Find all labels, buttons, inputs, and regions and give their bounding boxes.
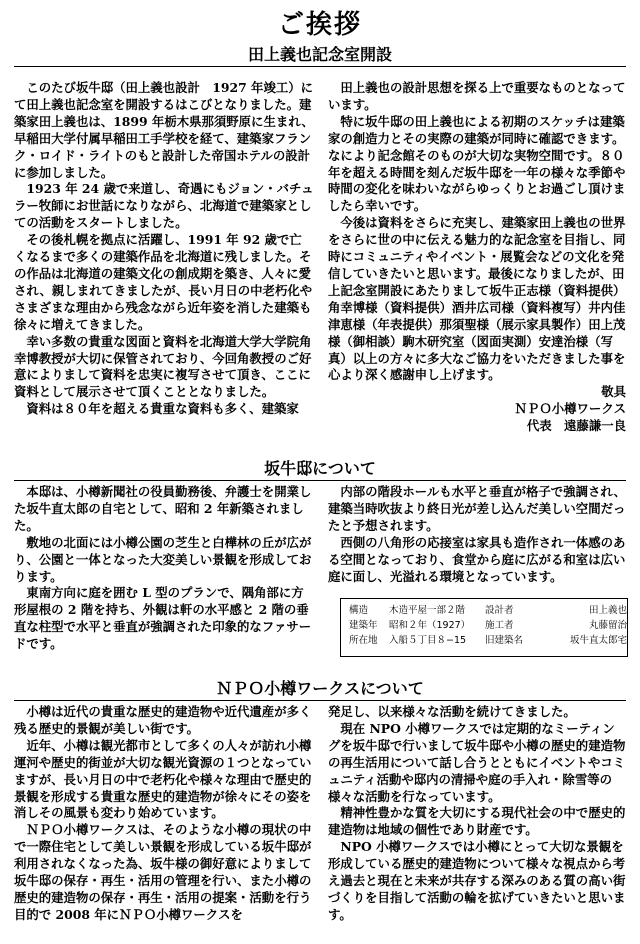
- npo-left-column: [14, 704, 314, 940]
- paragraph: 現在 NPO 小樽ワークスでは定期的なミーティングを坂牛邸で行いまして坂牛邸や小樽の歴史的建造物の再生活用について話し合うとともにイベントやコミュニティ活動や邸内の清掃や庭の手入れ・除雪等の様々な活動を行なっています。: [328, 720, 626, 804]
- section-heading-house: 坂牛邸について: [264, 459, 376, 478]
- organization-name: ＮＰＯ小樽ワークス: [514, 401, 626, 417]
- memorial-right-column: [328, 80, 626, 450]
- paragraph: 田上義也の設計思想を探る上で重要なものとなっています。: [328, 80, 626, 112]
- building-info-table: [340, 598, 628, 657]
- page-title: ご挨拶: [277, 10, 362, 40]
- paragraph: 小樽は近代の貴重な歴史的建造物や近代遺産が多く残る歴史的景観が美しい街です。: [14, 704, 312, 736]
- paragraph: 本邸は、小樽新聞社の役員勤務後、弁護士を開業した坂牛直太郎の自宅として、昭和 2 年新築されました。: [14, 484, 312, 533]
- paragraph: 敷地の北面には小樽公園の芝生と白樺林の丘が広がり、公園と一体となった大変美しい景観を形成しております。: [14, 534, 312, 584]
- closing: 敬具: [601, 384, 626, 400]
- info-row: 所在地 入船５丁目８−15 旧建築名 坂牛直太郎宅: [349, 635, 627, 646]
- section-heading-memorial: 田上義也記念室開設: [247, 45, 392, 64]
- paragraph: 近年、小樽は観光都市として多くの人々が訪れ小樽運河や歴史的街並が大切な観光資源の１つとなっていますが、長い月日の中で老朽化や様々な理由で歴史的景観を形成する貴重な歴史的建造物が徐々にその姿を消しその風景も変わり始めています。: [14, 737, 312, 821]
- paragraph: 西側の八角形の応接室は家具も造作され一体感のある空間となっており、食堂から庭に広がる和室は広い庭に面し、光溢れる環境となっています。: [328, 534, 626, 584]
- paragraph: 幸い多数の貴重な図面と資料を北海道大学大学院角幸博教授が大切に保管されており、今回角教授のご好意によりまして資料を忠実に複写させて頂き、ここに資料として展示させて頂くこととなりました。: [14, 333, 312, 400]
- info-row: 建築年 昭和２年（1927） 施工者 丸藤留治: [349, 620, 627, 631]
- divider: [14, 700, 626, 701]
- section-heading-npo: ＮＰＯ小樽ワークスについて: [216, 679, 424, 698]
- paragraph: 特に坂牛邸の田上義也による初期のスケッチは建築家の創造力とその実際の建築が同時に確認できます。なにより記念館そのものが大切な実物空間です。８０年を超える時間を刻んだ坂牛邸を一年の様々な季節や時間の変化を味わいながらゆっくりとお過ごし頂けましたら幸いです。: [328, 113, 626, 214]
- paragraph: 発足し、以来様々な活動を続けてきました。: [328, 704, 576, 719]
- house-right-column: [328, 484, 626, 594]
- npo-right-column: [328, 704, 626, 940]
- house-left-column: [14, 484, 314, 666]
- info-row: 構造 木造平屋一部２階 設計者 田上義也: [349, 605, 627, 616]
- paragraph: 1923 年 24 歳で来道し、奇遇にもジョン・バチュラー牧師にお世話になりながら、北海道で建築家としての活動をスタートしました。: [14, 181, 314, 231]
- paragraph: ＮＰＯ小樽ワークスは、そのような小樽の現状の中で一際住宅として美しい景観を形成している坂牛邸が利用されなくなった為、坂牛様の御好意によりまして坂牛邸の保存・再生・活用の管理を行い、また小樽の歴史的建造物の保存・再生・活用の提案・活動を行う目的で 2008 年にＮＰＯ小樽ワークスを: [14, 822, 312, 922]
- paragraph: 内部の階段ホールも水平と垂直が格子で強調され、建築当時吹抜より終日光が差し込んだ美しい空間だったと予想されます。: [328, 484, 626, 533]
- paragraph: 精神性豊かな質を大切にする現代社会の中で歴史的建造物は地域の個性であり財産です。: [328, 805, 626, 838]
- paragraph: その後札幌を拠点に活躍し、1991 年 92 歳で亡くなるまで多くの建築作品を北海道に残しました。その作品は北海道の建築文化の創成期を築き、人々に愛され、親しまれてきましたが、長い月日の中老朽化やさまざまな理由から残念ながら近年姿を消した建築も徐々に増えてきました。: [14, 232, 313, 332]
- paragraph: 今後は資料をさらに充実し、建築家田上義也の世界をさらに世の中に伝える魅力的な記念室を目指し、同時にコミュニティやイベント・展覧会などの文化を発信していきたいと思います。最後になりましたが、田上記念室開設にあたりまして坂牛正志様（資料提供）角幸博様（資料提供）酒井広司様（資料複写）井内佳津恵様（年表提供）那須聖様（展示家具製作）田上茂様（御相談）駒木研究室（図面実測）安達治様（写真）以上の方々に多大なご協力をいただきました事を心より深く感謝申し上げます。: [328, 215, 626, 383]
- divider: [14, 66, 626, 67]
- signer: 代表 遠藤謙一良: [526, 418, 626, 434]
- divider: [14, 480, 626, 481]
- paragraph: 資料は８０年を超える貴重な資料も多く、建築家: [26, 401, 299, 417]
- paragraph: このたび坂牛邸（田上義也設計 1927 年竣工）にて田上義也記念室を開設するはこびとなりました。建築家田上義也は、1899 年栃木県那須野原に生まれ、早稲田大学付属早稲田工手学校を経て、建築家フランク・ロイド・ライトのもと設計した帝国ホテルの設計に参加しました。: [14, 80, 314, 180]
- paragraph: 東南方向に庭を囲む L 型のプランで、隅角部に方形屋根の 2 階を持ち、外観は軒の水平感と 2 階の垂直な柱型で水平と垂直が強調された印象的なファサードです。: [14, 585, 312, 652]
- memorial-left-column: [14, 80, 314, 425]
- paragraph: NPO 小樽ワークスでは小樽にとって大切な景観を形成している歴史的建造物について様々な視点から考え過去と現在と未来が共存する深みのある質の高い街づくりを目指して活動の輪を拡げていきたいと思います。: [328, 839, 626, 922]
